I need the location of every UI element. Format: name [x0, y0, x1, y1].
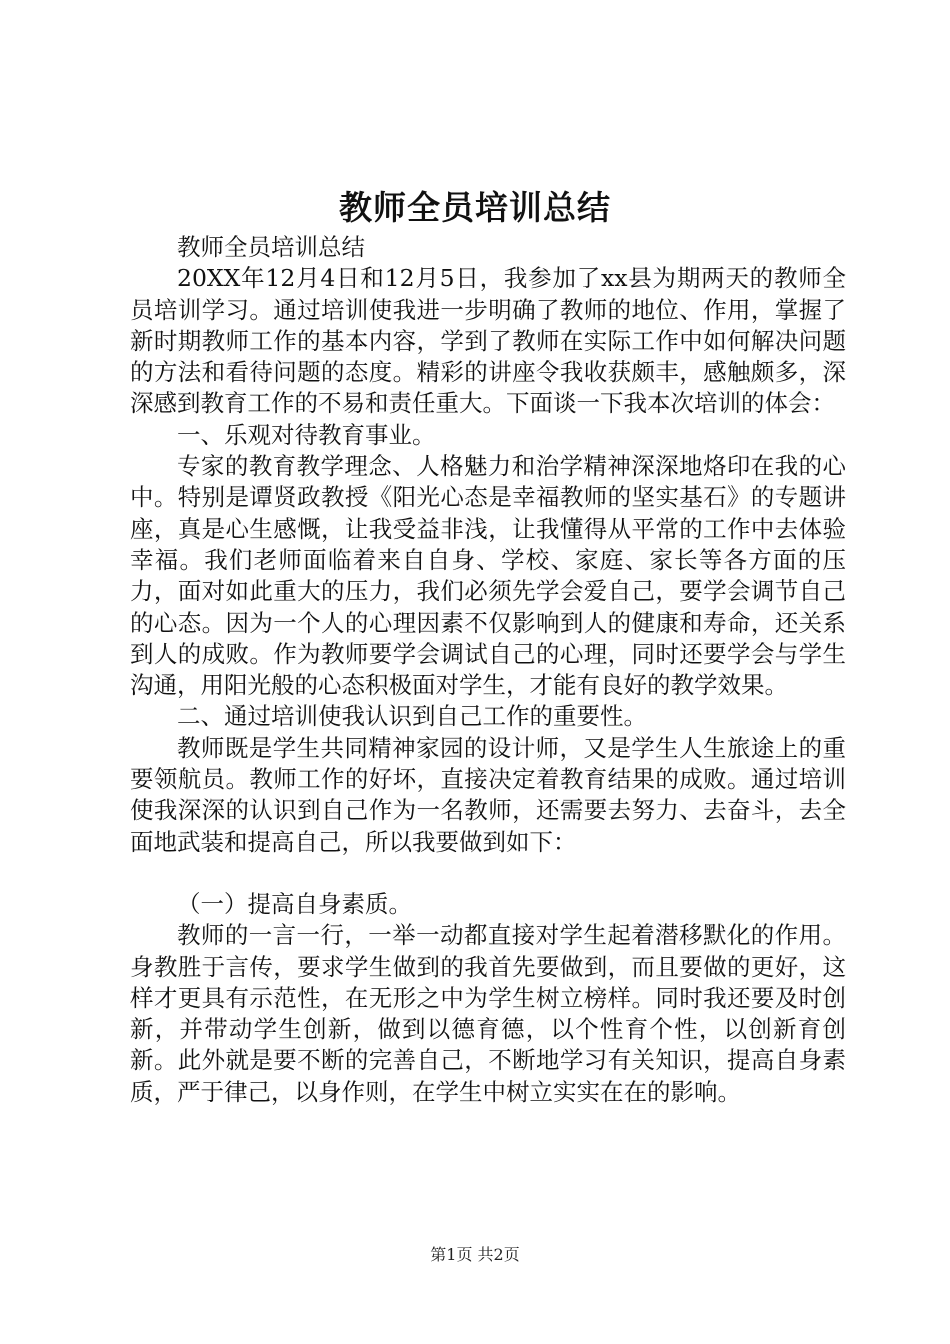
- paragraph-subtitle: 教师全员培训总结: [177, 233, 365, 261]
- document-title: 教师全员培训总结: [339, 188, 611, 227]
- paragraph-section-2: 教师既是学生共同精神家园的设计师，又是学生人生旅途上的重要领航员。教师工作的好坏，直接决定着教育结果的成败。通过培训使我深深的认识到自己作为一名教师，还需要去努力、去奋斗，去全面地武装和提高自己，所以我要做到如下：: [130, 733, 846, 856]
- subsection-heading-1: （一）提高自身素质。: [177, 889, 412, 918]
- section-heading-2: 二、通过培训使我认识到自己工作的重要性。: [177, 702, 647, 731]
- section-heading-1: 一、乐观对待教育事业。: [177, 420, 436, 449]
- paragraph-section-1: 专家的教育教学理念、人格魅力和治学精神深深地烙印在我的心中。特别是谭贤政教授《阳光心态是幸福教师的坚实基石》的专题讲座，真是心生感慨，让我受益非浅，让我懂得从平常的工作中去体验幸福。我们老师面临着来自自身、学校、家庭、家长等各方面的压力，面对如此重大的压力，我们必须先学会爱自己，要学会调节自己的心态。因为一个人的心理因素不仅影响到人的健康和寿命，还关系到人的成败。作为教师要学会调试自己的心理，同时还要学会与学生沟通，用阳光般的心态积极面对学生，才能有良好的教学效果。: [130, 452, 846, 700]
- paragraph-intro: 20XX年12月4日和12月5日，我参加了xx县为期两天的教师全员培训学习。通过培训使我进一步明确了教师的地位、作用，掌握了新时期教师工作的基本内容，学到了教师在实际工作中如何解决问题的方法和看待问题的态度。精彩的讲座令我收获颇丰，感触颇多，深深感到教育工作的不易和责任重大。下面谈一下我本次培训的体会：: [130, 264, 846, 418]
- document-body: [130, 232, 846, 1108]
- paragraph-subsection-1: 教师的一言一行，一举一动都直接对学生起着潜移默化的作用。身教胜于言传，要求学生做到的我首先要做到，而且要做的更好，这样才更具有示范性，在无形之中为学生树立榜样。同时我还要及时创新，并带动学生创新，做到以德育德，以个性育个性，以创新育创新。此外就是要不断的完善自己，不断地学习有关知识，提高自身素质，严于律己，以身作则，在学生中树立实实在在的影响。: [130, 921, 846, 1106]
- page-number-footer: 第1页 共2页: [430, 1245, 520, 1264]
